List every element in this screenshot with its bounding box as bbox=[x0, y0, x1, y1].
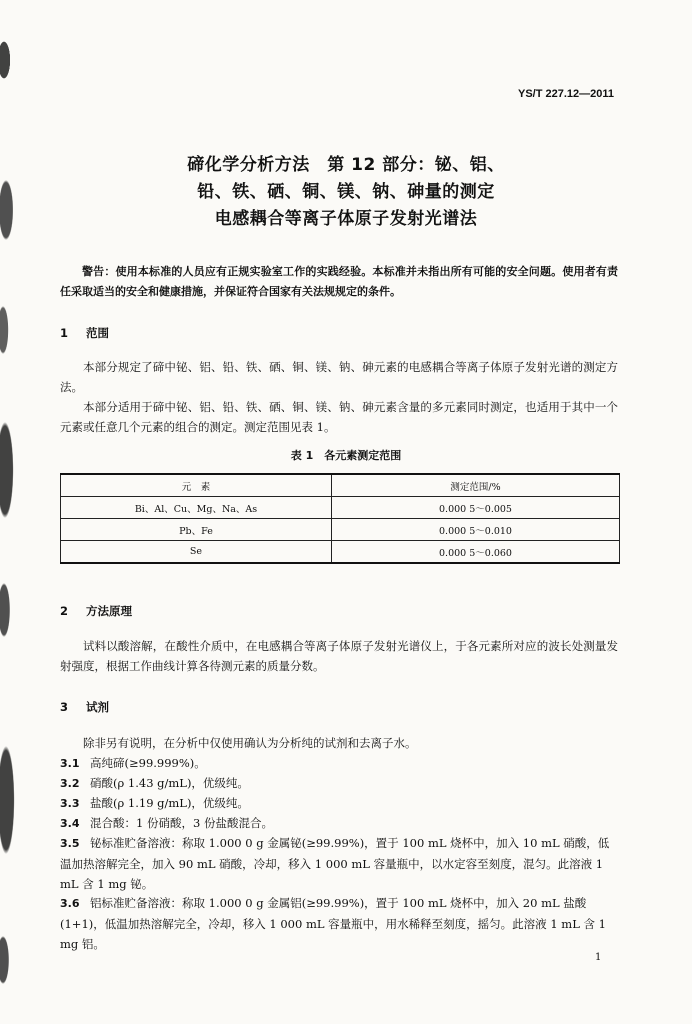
section-3-intro: 除非另有说明，在分析中仅使用确认为分析纯的试剂和去离子水。 bbox=[83, 736, 417, 750]
section-title: 试剂 bbox=[86, 700, 109, 714]
item-text: 混合酸：1 份硝酸，3 份盐酸混合。 bbox=[90, 816, 273, 830]
item-text: 铝标准贮备溶液：称取 1.000 0 g 金属铝(≥99.99%)，置于 100 mL 烧杯中，加入 20 mL 盐酸(1+1)，低温加热溶解完全，冷却，移入 1 000 mL 容量瓶中，用水稀释至刻度，摇匀。此溶液 1 mL 含 1 mg 铝。 bbox=[60, 896, 606, 951]
section-1-paragraph-2: 本部分适用于碲中铋、铝、铅、铁、硒、铜、镁、钠、砷元素含量的多元素同时测定，也适用于其中一个元素或任意几个元素的组合的测定。测定范围见表 1。 bbox=[60, 400, 618, 434]
section-3-heading bbox=[60, 699, 109, 715]
table-header-range: 测定范围/% bbox=[332, 474, 620, 497]
list-item bbox=[60, 813, 618, 834]
item-number: 3.3 bbox=[60, 797, 80, 810]
item-text: 高纯碲(≥99.999%)。 bbox=[90, 756, 206, 770]
table-cell-element: Pb、Fe bbox=[61, 519, 332, 541]
table-row bbox=[61, 541, 620, 564]
list-item bbox=[60, 833, 618, 894]
table-caption: 表 1 各元素测定范围 bbox=[290, 449, 402, 462]
measurement-range-table bbox=[60, 473, 620, 564]
section-title: 范围 bbox=[86, 326, 109, 340]
list-item bbox=[60, 753, 618, 774]
list-item bbox=[60, 793, 618, 814]
table-cell-range: 0.000 5～0.005 bbox=[332, 497, 620, 519]
table-row bbox=[61, 519, 620, 541]
table-cell-element: Se bbox=[61, 541, 332, 564]
table-header-element: 元 素 bbox=[61, 474, 332, 497]
list-item bbox=[60, 893, 618, 954]
title-line-3: 电感耦合等离子体原子发射光谱法 bbox=[214, 209, 478, 229]
table-cell-element: Bi、Al、Cu、Mg、Na、As bbox=[61, 497, 332, 519]
item-number: 3.5 bbox=[60, 837, 80, 850]
list-item bbox=[60, 773, 618, 794]
item-text: 铋标准贮备溶液：称取 1.000 0 g 金属铋(≥99.99%)，置于 100 mL 烧杯中，加入 10 mL 硝酸，低温加热溶解完全，加入 90 mL 硝酸，冷却，移入 1 000 mL 容量瓶中，以水定容至刻度，混匀。此溶液 1 mL 含 1 mg 铋。 bbox=[60, 836, 610, 891]
title-line-2: 铅、铁、硒、铜、镁、钠、砷量的测定 bbox=[197, 182, 495, 202]
section-title: 方法原理 bbox=[86, 604, 132, 618]
item-text: 硝酸(ρ 1.43 g/mL)，优级纯。 bbox=[90, 776, 249, 790]
standard-code: YS/T 227.12—2011 bbox=[517, 88, 614, 100]
section-number: 3 bbox=[60, 700, 69, 714]
section-number: 1 bbox=[60, 326, 69, 340]
page-number: 1 bbox=[595, 952, 602, 963]
table-cell-range: 0.000 5～0.010 bbox=[332, 519, 620, 541]
item-number: 3.4 bbox=[60, 817, 80, 830]
section-1-heading bbox=[60, 325, 109, 341]
item-number: 3.1 bbox=[60, 757, 80, 770]
warning-paragraph: 警告：使用本标准的人员应有正规实验室工作的实践经验。本标准并未指出所有可能的安全问题。使用者有责任采取适当的安全和健康措施，并保证符合国家有关法规规定的条件。 bbox=[60, 265, 618, 298]
section-2-paragraph: 试料以酸溶解，在酸性介质中，在电感耦合等离子体原子发射光谱仪上，于各元素所对应的波长处测量发射强度，根据工作曲线计算各待测元素的质量分数。 bbox=[60, 639, 618, 673]
section-1-paragraph-1: 本部分规定了碲中铋、铝、铅、铁、硒、铜、镁、钠、砷元素的电感耦合等离子体原子发射光谱的测定方法。 bbox=[60, 360, 618, 394]
title-line-1: 碲化学分析方法 第 12 部分：铋、铝、 bbox=[187, 155, 505, 175]
table-cell-range: 0.000 5～0.060 bbox=[332, 541, 620, 564]
item-number: 3.6 bbox=[60, 897, 80, 910]
item-number: 3.2 bbox=[60, 777, 80, 790]
item-text: 盐酸(ρ 1.19 g/mL)，优级纯。 bbox=[90, 796, 249, 810]
table-row bbox=[61, 497, 620, 519]
section-number: 2 bbox=[60, 604, 69, 618]
section-2-heading bbox=[60, 603, 132, 619]
